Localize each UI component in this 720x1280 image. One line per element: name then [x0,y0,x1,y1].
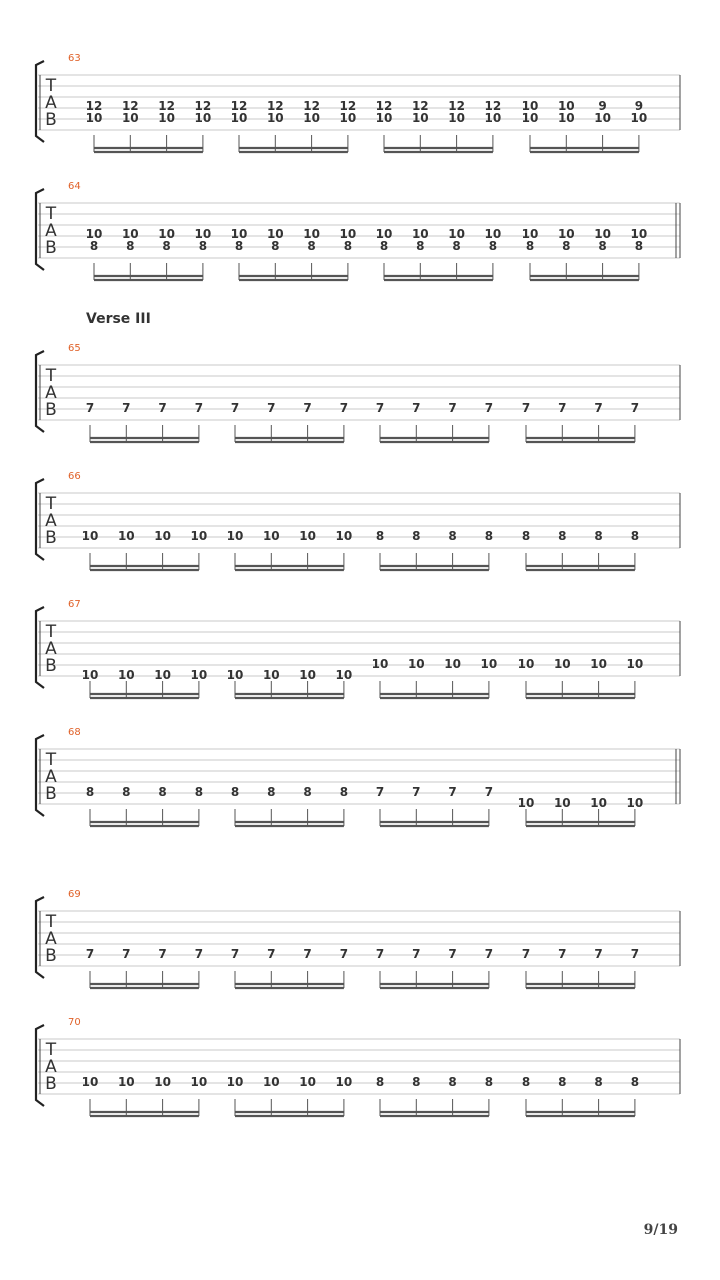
fret-number: 10 [411,111,429,125]
fret-number: 7 [594,947,603,961]
fret-number: 8 [234,239,244,253]
fret-number: 8 [271,239,280,253]
fret-number: 10 [121,111,139,125]
fret-number: 8 [158,785,167,799]
fret-number: 10 [299,529,316,543]
fret-number: 10 [521,111,539,125]
fret-number: 10 [81,1075,99,1089]
measure-number: 63 [68,53,81,64]
fret-number: 12 [158,99,175,113]
fret-number: 10 [411,227,429,241]
tab-letter-t: T [45,366,57,386]
tab-system-67 [36,599,680,698]
fret-number: 10 [557,111,575,125]
fret-number: 10 [375,227,393,241]
fret-number: 7 [412,401,421,415]
tab-letter-b: B [45,238,57,258]
fret-number: 10 [630,227,648,241]
fret-number: 7 [194,947,204,961]
fret-number: 7 [630,401,640,415]
fret-number: 10 [190,668,208,682]
fret-number: 10 [117,1075,135,1089]
fret-number: 10 [630,111,648,125]
fret-number: 8 [488,239,498,253]
fret-number: 10 [517,657,535,671]
fret-number: 10 [339,227,357,241]
fret-number: 10 [626,657,644,671]
fret-number: 8 [412,529,421,543]
fret-number: 12 [303,99,320,113]
fret-number: 12 [375,99,393,113]
tab-system-65 [36,311,680,442]
tab-letter-a: A [45,383,57,403]
fret-number: 10 [557,99,575,113]
fret-number: 8 [558,1075,567,1089]
fret-number: 10 [335,668,353,682]
measure-number: 70 [68,1017,81,1028]
tab-letter-a: A [45,511,57,531]
fret-number: 10 [590,657,607,671]
fret-number: 7 [158,947,167,961]
fret-number: 8 [375,1075,385,1089]
fret-number: 8 [634,239,644,253]
fret-number: 10 [375,111,393,125]
fret-number: 8 [230,785,240,799]
fret-number: 8 [448,529,457,543]
fret-number: 8 [594,529,603,543]
fret-number: 8 [484,529,494,543]
fret-number: 10 [339,111,357,125]
fret-number: 7 [375,947,385,961]
fret-number: 10 [194,227,212,241]
tab-letter-a: A [45,929,57,949]
tab-letter-t: T [45,76,57,96]
fret-number: 7 [122,401,131,415]
fret-number: 10 [480,657,498,671]
fret-number: 10 [335,529,353,543]
fret-number: 8 [303,785,312,799]
fret-number: 10 [557,227,575,241]
fret-number: 10 [154,529,171,543]
fret-number: 8 [85,785,95,799]
fret-number: 7 [484,785,494,799]
fret-number: 8 [558,529,567,543]
fret-number: 7 [122,947,131,961]
fret-number: 8 [198,239,208,253]
tab-letter-b: B [45,110,57,130]
fret-number: 7 [521,401,531,415]
fret-number: 10 [448,227,465,241]
fret-number: 7 [484,947,494,961]
fret-number: 10 [626,796,644,810]
fret-number: 7 [412,947,421,961]
fret-number: 7 [521,947,531,961]
tab-letter-b: B [45,528,57,548]
fret-number: 10 [85,227,103,241]
fret-number: 10 [484,111,502,125]
fret-number: 8 [594,1075,603,1089]
fret-number: 7 [339,401,349,415]
tab-system-64 [36,181,680,280]
fret-number: 12 [411,99,429,113]
fret-number: 8 [630,1075,640,1089]
tab-letter-t: T [45,1040,57,1060]
fret-number: 10 [158,227,175,241]
fret-number: 10 [117,529,135,543]
tab-letter-a: A [45,1057,57,1077]
fret-number: 10 [553,657,571,671]
fret-number: 10 [194,111,212,125]
fret-number: 10 [226,1075,244,1089]
tab-letter-t: T [45,494,57,514]
fret-number: 8 [416,239,425,253]
fret-number: 10 [303,111,320,125]
fret-number: 7 [230,401,240,415]
fret-number: 8 [162,239,171,253]
fret-number: 10 [335,1075,353,1089]
fret-number: 12 [448,99,465,113]
fret-number: 12 [339,99,357,113]
fret-number: 7 [267,947,276,961]
fret-number: 10 [226,529,244,543]
fret-number: 10 [121,227,139,241]
fret-number: 8 [122,785,131,799]
fret-number: 10 [303,227,320,241]
fret-number: 10 [266,227,284,241]
fret-number: 8 [343,239,353,253]
fret-number: 7 [194,401,204,415]
fret-number: 10 [407,657,425,671]
fret-number: 7 [484,401,494,415]
fret-number: 10 [594,111,611,125]
fret-number: 10 [230,111,248,125]
fret-number: 10 [230,227,248,241]
fret-number: 10 [262,668,280,682]
fret-number: 8 [521,1075,531,1089]
fret-number: 8 [525,239,535,253]
fret-number: 12 [266,99,284,113]
fret-number: 7 [339,947,349,961]
fret-number: 10 [158,111,175,125]
fret-number: 10 [521,99,539,113]
measure-number: 69 [68,889,81,900]
fret-number: 8 [598,239,607,253]
fret-number: 10 [299,1075,316,1089]
tab-letter-b: B [45,656,57,676]
fret-number: 10 [590,796,607,810]
fret-number: 8 [267,785,276,799]
fret-number: 10 [594,227,611,241]
fret-number: 10 [517,796,535,810]
tab-letter-b: B [45,946,57,966]
fret-number: 8 [452,239,461,253]
fret-number: 10 [85,111,103,125]
fret-number: 12 [230,99,248,113]
fret-number: 12 [194,99,212,113]
measure-number: 67 [68,599,81,610]
fret-number: 10 [190,529,208,543]
tab-system-68 [36,727,680,826]
fret-number: 12 [121,99,139,113]
fret-number: 10 [553,796,571,810]
fret-number: 8 [630,529,640,543]
fret-number: 7 [85,947,95,961]
fret-number: 8 [448,1075,457,1089]
tab-letter-a: A [45,767,57,787]
fret-number: 7 [85,401,95,415]
fret-number: 7 [448,401,457,415]
fret-number: 8 [562,239,571,253]
fret-number: 9 [598,99,607,113]
fret-number: 10 [117,668,135,682]
fret-number: 7 [375,401,385,415]
measure-number: 68 [68,727,81,738]
fret-number: 8 [379,239,389,253]
fret-number: 8 [521,529,531,543]
tab-letter-a: A [45,639,57,659]
fret-number: 9 [634,99,644,113]
measure-number: 65 [68,343,81,354]
fret-number: 8 [375,529,385,543]
fret-number: 10 [81,529,99,543]
section-label: Verse III [86,311,151,327]
tab-letter-b: B [45,1074,57,1094]
fret-number: 10 [299,668,316,682]
tab-letter-t: T [45,622,57,642]
page-number: 9/19 [643,1222,678,1238]
fret-number: 7 [267,401,276,415]
fret-number: 8 [89,239,99,253]
fret-number: 8 [194,785,204,799]
fret-number: 10 [266,111,284,125]
fret-number: 10 [371,657,389,671]
fret-number: 10 [226,668,244,682]
tab-letter-a: A [45,221,57,241]
measure-number: 66 [68,471,81,482]
fret-number: 8 [484,1075,494,1089]
fret-number: 7 [630,947,640,961]
fret-number: 8 [126,239,135,253]
fret-number: 7 [594,401,603,415]
fret-number: 10 [262,1075,280,1089]
fret-number: 7 [303,947,312,961]
fret-number: 12 [484,99,502,113]
fret-number: 10 [154,1075,171,1089]
tab-system-66 [36,471,680,570]
fret-number: 7 [158,401,167,415]
tab-letter-b: B [45,400,57,420]
fret-number: 7 [303,401,312,415]
fret-number: 10 [444,657,461,671]
tab-systems [36,53,680,1116]
tab-letter-a: A [45,93,57,113]
fret-number: 8 [307,239,316,253]
fret-number: 7 [558,401,567,415]
fret-number: 8 [412,1075,421,1089]
fret-number: 10 [81,668,99,682]
fret-number: 8 [339,785,349,799]
fret-number: 10 [484,227,502,241]
tab-letter-t: T [45,912,57,932]
fret-number: 7 [558,947,567,961]
fret-number: 7 [448,785,457,799]
fret-number: 7 [448,947,457,961]
tab-letter-t: T [45,204,57,224]
tab-system-70 [36,1017,680,1116]
fret-number: 7 [230,947,240,961]
fret-number: 12 [85,99,103,113]
tab-system-69 [36,889,680,988]
measure-number: 64 [68,181,81,192]
fret-number: 10 [262,529,280,543]
fret-number: 7 [412,785,421,799]
fret-number: 10 [448,111,465,125]
fret-number: 7 [375,785,385,799]
fret-number: 10 [154,668,171,682]
tab-letter-t: T [45,750,57,770]
tab-letter-b: B [45,784,57,804]
tab-system-63 [36,53,680,152]
fret-number: 10 [190,1075,208,1089]
fret-number: 10 [521,227,539,241]
